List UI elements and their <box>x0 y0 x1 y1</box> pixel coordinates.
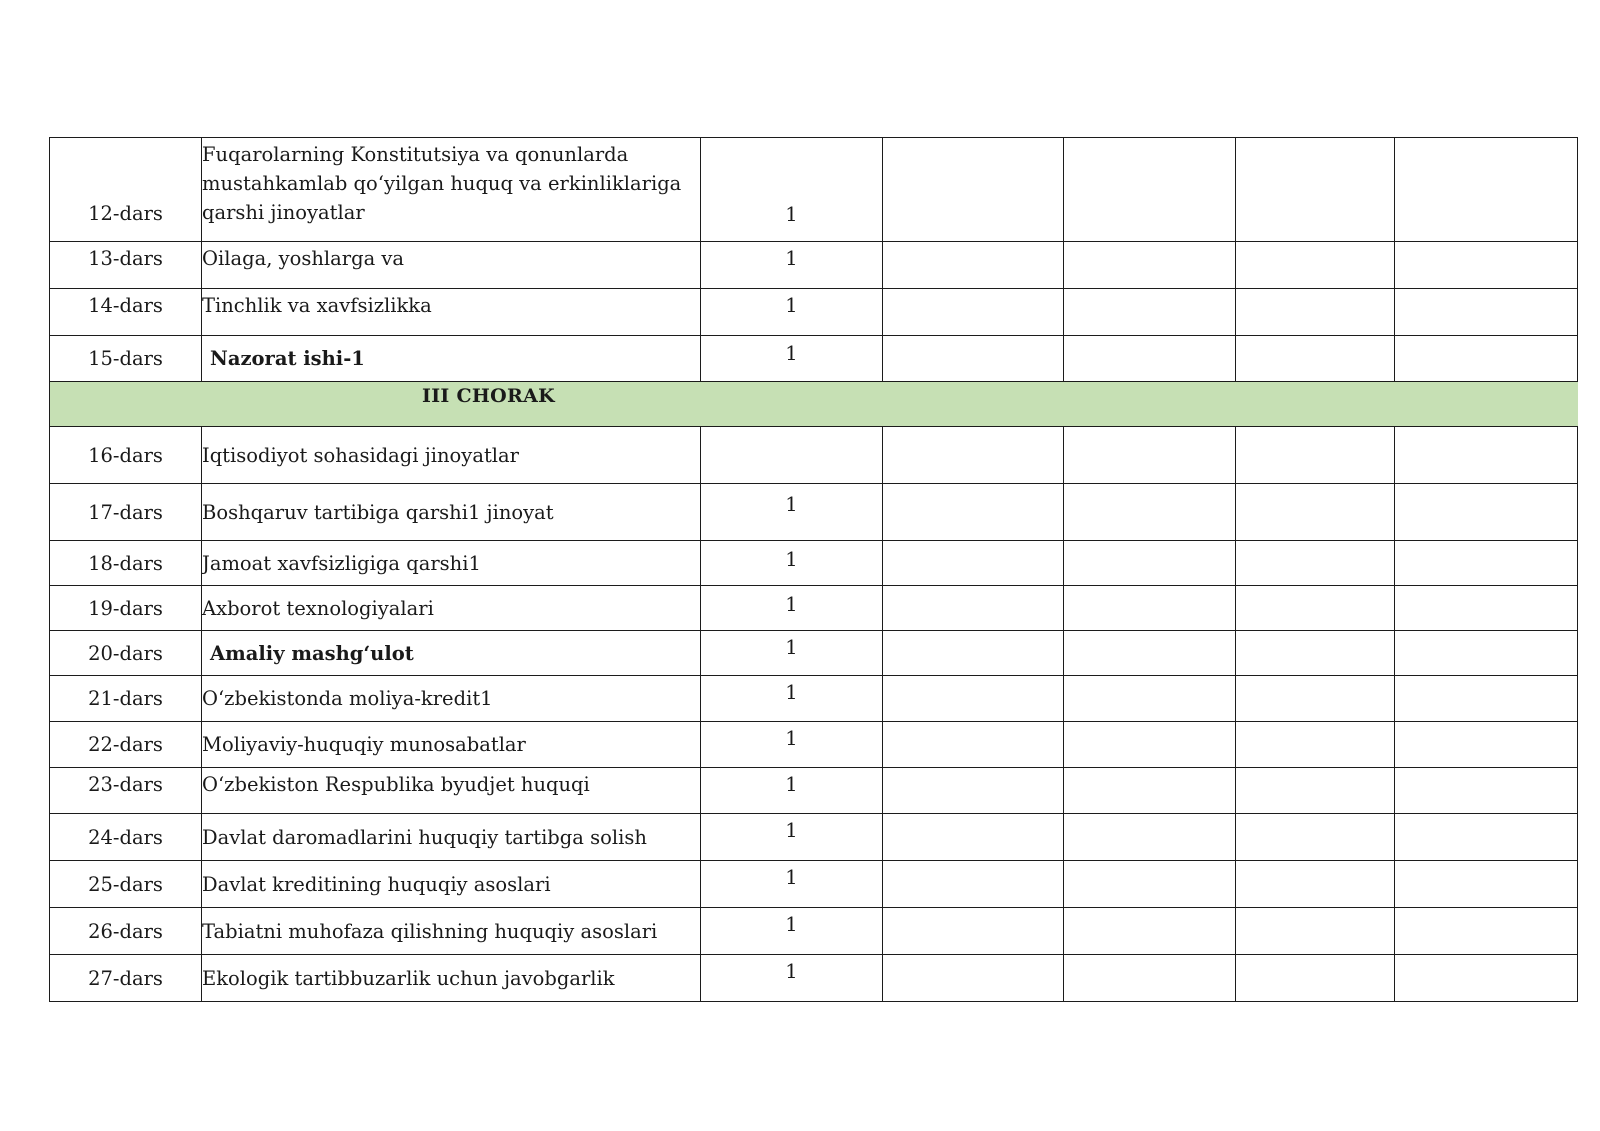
table-body <box>50 138 1578 1002</box>
table-row <box>50 541 1578 586</box>
lesson-topic: O‘zbekistonda moliya-kredit1 <box>202 676 701 722</box>
empty-cell <box>1395 861 1578 908</box>
lesson-topic: Davlat kreditining huquqiy asoslari <box>202 861 701 908</box>
empty-cell <box>1236 768 1395 814</box>
empty-cell <box>1236 814 1395 861</box>
empty-cell <box>883 336 1064 382</box>
empty-cell <box>883 768 1064 814</box>
empty-cell <box>1395 722 1578 768</box>
empty-cell <box>883 242 1064 289</box>
quarter-label: III CHORAK <box>422 385 555 407</box>
lesson-number: 19-dars <box>50 586 202 631</box>
table-row <box>50 586 1578 631</box>
empty-cell <box>1395 768 1578 814</box>
empty-cell <box>1395 814 1578 861</box>
empty-cell <box>883 586 1064 631</box>
empty-cell <box>883 427 1064 484</box>
lesson-topic: O‘zbekiston Respublika byudjet huquqi <box>202 768 701 814</box>
empty-cell <box>1064 586 1236 631</box>
empty-cell <box>883 861 1064 908</box>
table-row <box>50 427 1578 484</box>
empty-cell <box>1236 484 1395 541</box>
empty-cell <box>1064 138 1236 242</box>
lesson-hours: 1 <box>701 541 883 586</box>
empty-cell <box>1236 138 1395 242</box>
empty-cell <box>1064 768 1236 814</box>
lesson-hours <box>701 427 883 484</box>
lesson-number: 25-dars <box>50 861 202 908</box>
empty-cell <box>1395 427 1578 484</box>
table-row <box>50 484 1578 541</box>
lesson-number: 13-dars <box>50 242 202 289</box>
lesson-hours: 1 <box>701 586 883 631</box>
empty-cell <box>1395 138 1578 242</box>
empty-cell <box>883 289 1064 336</box>
lesson-number: 12-dars <box>50 138 202 242</box>
empty-cell <box>883 138 1064 242</box>
empty-cell <box>1395 631 1578 676</box>
empty-cell <box>883 484 1064 541</box>
table-row <box>50 138 1578 242</box>
empty-cell <box>1236 289 1395 336</box>
lesson-number: 26-dars <box>50 908 202 955</box>
lesson-number: 27-dars <box>50 955 202 1002</box>
empty-cell <box>883 541 1064 586</box>
empty-cell <box>1064 722 1236 768</box>
lesson-topic: Nazorat ishi-1 <box>202 336 701 382</box>
empty-cell <box>1236 861 1395 908</box>
empty-cell <box>1064 541 1236 586</box>
lesson-number: 22-dars <box>50 722 202 768</box>
empty-cell <box>1236 631 1395 676</box>
table-row <box>50 289 1578 336</box>
empty-cell <box>883 908 1064 955</box>
empty-cell <box>1395 586 1578 631</box>
lesson-hours: 1 <box>701 908 883 955</box>
empty-cell <box>1236 242 1395 289</box>
empty-cell <box>883 676 1064 722</box>
empty-cell <box>1236 908 1395 955</box>
empty-cell <box>1064 336 1236 382</box>
quarter-header <box>50 382 1578 427</box>
empty-cell <box>1064 289 1236 336</box>
lesson-hours: 1 <box>701 814 883 861</box>
empty-cell <box>1395 955 1578 1002</box>
empty-cell <box>1064 955 1236 1002</box>
empty-cell <box>883 722 1064 768</box>
lesson-hours: 1 <box>701 861 883 908</box>
empty-cell <box>1395 242 1578 289</box>
lesson-hours: 1 <box>701 138 883 242</box>
lesson-number: 14-dars <box>50 289 202 336</box>
lesson-topic: Boshqaruv tartibiga qarshi1 jinoyat <box>202 484 701 541</box>
table-row <box>50 814 1578 861</box>
lesson-topic: Ekologik tartibbuzarlik uchun javobgarlik <box>202 955 701 1002</box>
lesson-hours: 1 <box>701 722 883 768</box>
lesson-number: 18-dars <box>50 541 202 586</box>
lesson-topic: Davlat daromadlarini huquqiy tartibga solish <box>202 814 701 861</box>
lesson-hours: 1 <box>701 484 883 541</box>
empty-cell <box>1236 427 1395 484</box>
empty-cell <box>1064 861 1236 908</box>
table-row <box>50 722 1578 768</box>
table-row <box>50 336 1578 382</box>
lesson-plan-table <box>49 137 1578 1002</box>
empty-cell <box>1064 908 1236 955</box>
lesson-topic: Amaliy mashg‘ulot <box>202 631 701 676</box>
lesson-topic: Tinchlik va xavfsizlikka <box>202 289 701 336</box>
lesson-number: 23-dars <box>50 768 202 814</box>
lesson-number: 17-dars <box>50 484 202 541</box>
lesson-number: 20-dars <box>50 631 202 676</box>
empty-cell <box>1236 336 1395 382</box>
empty-cell <box>883 814 1064 861</box>
lesson-number: 15-dars <box>50 336 202 382</box>
empty-cell <box>1064 814 1236 861</box>
lesson-number: 21-dars <box>50 676 202 722</box>
empty-cell <box>1395 676 1578 722</box>
empty-cell <box>1064 242 1236 289</box>
table-row <box>50 676 1578 722</box>
empty-cell <box>1236 541 1395 586</box>
table-row <box>50 242 1578 289</box>
lesson-hours: 1 <box>701 242 883 289</box>
lesson-topic: Oilaga, yoshlarga va <box>202 242 701 289</box>
empty-cell <box>1395 289 1578 336</box>
lesson-topic: Iqtisodiyot sohasidagi jinoyatlar <box>202 427 701 484</box>
empty-cell <box>1064 427 1236 484</box>
empty-cell <box>883 631 1064 676</box>
empty-cell <box>1064 676 1236 722</box>
empty-cell <box>1236 955 1395 1002</box>
empty-cell <box>1236 586 1395 631</box>
table-row <box>50 631 1578 676</box>
empty-cell <box>1064 484 1236 541</box>
lesson-topic: Jamoat xavfsizligiga qarshi1 <box>202 541 701 586</box>
lesson-topic: Fuqarolarning Konstitutsiya va qonunlarda mustahkamlab qo‘yilgan huquq va erkinliklariga qarshi jinoyatlar <box>202 138 701 242</box>
empty-cell <box>1395 908 1578 955</box>
lesson-number: 16-dars <box>50 427 202 484</box>
empty-cell <box>1236 676 1395 722</box>
lesson-hours: 1 <box>701 336 883 382</box>
empty-cell <box>1236 722 1395 768</box>
lesson-hours: 1 <box>701 676 883 722</box>
lesson-hours: 1 <box>701 631 883 676</box>
table-row <box>50 861 1578 908</box>
quarter-header-row <box>50 382 1578 427</box>
lesson-number: 24-dars <box>50 814 202 861</box>
empty-cell <box>1395 484 1578 541</box>
empty-cell <box>883 955 1064 1002</box>
table-row <box>50 908 1578 955</box>
empty-cell <box>1064 631 1236 676</box>
lesson-topic: Axborot texnologiyalari <box>202 586 701 631</box>
table-row <box>50 955 1578 1002</box>
empty-cell <box>1395 541 1578 586</box>
lesson-hours: 1 <box>701 768 883 814</box>
lesson-hours: 1 <box>701 289 883 336</box>
lesson-hours: 1 <box>701 955 883 1002</box>
lesson-topic: Moliyaviy-huquqiy munosabatlar <box>202 722 701 768</box>
lesson-topic: Tabiatni muhofaza qilishning huquqiy asoslari <box>202 908 701 955</box>
empty-cell <box>1395 336 1578 382</box>
table-row <box>50 768 1578 814</box>
